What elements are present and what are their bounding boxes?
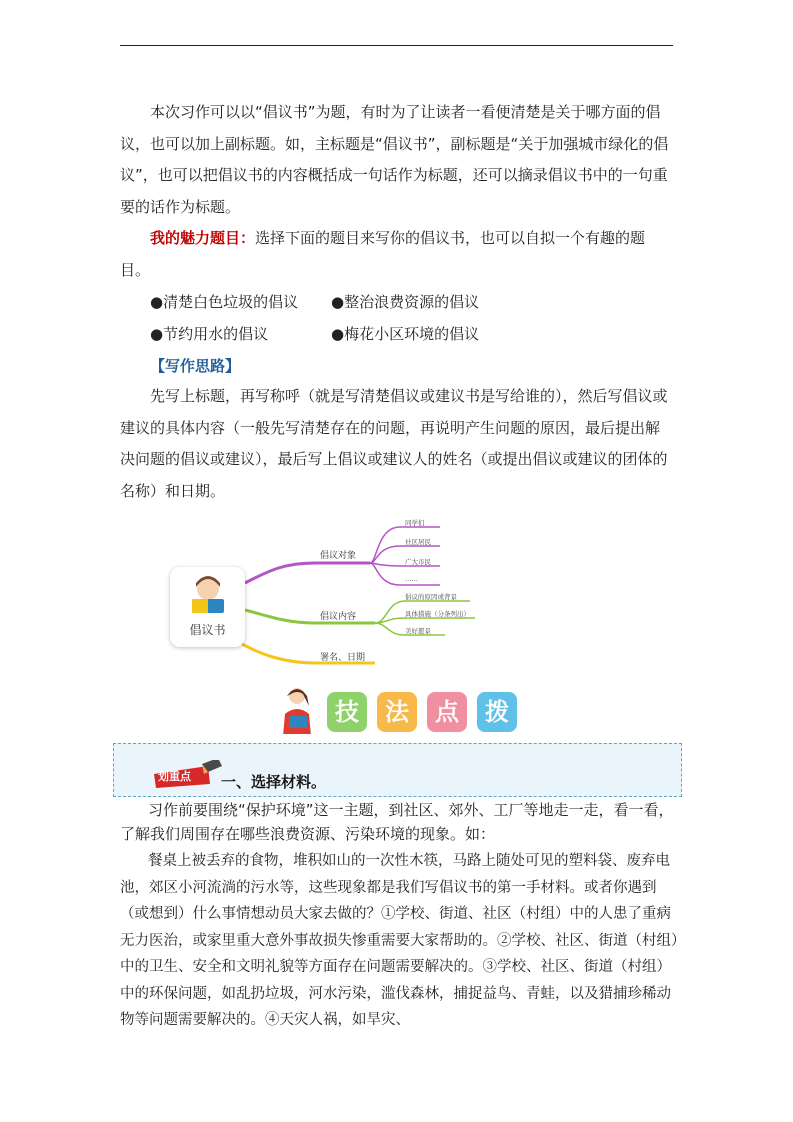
topics-text: 选择下面的题目来写你的倡议书，也可以自拟一个有趣的题目。 xyxy=(120,229,646,279)
topics-label: 我的魅力题目： xyxy=(150,229,256,247)
branch-label: 署名、日期 xyxy=(320,653,366,663)
mindmap-root-label: 倡议书 xyxy=(189,623,226,637)
highlight-badge xyxy=(152,760,224,790)
mindmap-root xyxy=(170,567,245,647)
teacher-icon xyxy=(275,684,315,734)
header-rule xyxy=(120,45,673,46)
leaf-label: 美好愿景 xyxy=(405,627,431,635)
student-reading-icon xyxy=(170,569,245,619)
section-paragraph: 餐桌上被丢弃的食物，堆积如山的一次性木筷，马路上随处可见的塑料袋、废弃电池，郊区小河流淌的污水等，这些现象都是我们写倡议书的第一手材料。或者你遇到（或想到）什么事情想动员大家去做的？①学校、街道、社区（村组）中的人患了重病无力医治，或家里重大意外事故损失惨重需要大家帮助的。②学校、社区、街道（村组）中的卫生、安全和文明礼貌等方面存在问题需要解决的。③学校、社区、街道（村组）中的环保问题，如乱扔垃圾，河水污染，滥伐森林，捕捉益鸟、青蛙，以及猎捕珍稀动物等问题需要解决的。④天灾人祸，如旱灾、 xyxy=(120,853,679,1028)
skill-tile: 点 xyxy=(427,692,467,732)
branch-line-audience xyxy=(245,563,370,583)
leaf-label: 社区居民 xyxy=(405,538,431,546)
leaf-label: 同学们 xyxy=(405,519,425,527)
topics-paragraph xyxy=(120,223,673,286)
skill-tile: 技 xyxy=(327,692,367,732)
writing-idea-heading: 【写作思路】 xyxy=(150,357,241,375)
branch-label: 倡议对象 xyxy=(320,551,357,561)
leaf-label: 具体措施（分条列出） xyxy=(405,610,470,618)
badge-label: 划重点 xyxy=(158,770,191,783)
topic-item: ●清楚白色垃圾的倡议 xyxy=(150,293,299,311)
section-paragraph: 习作前要围绕“保护环境”这一主题，到社区、郊外、工厂等地走一走，看一看，了解我们周围存在哪些浪费资源、污染环境的现象。如： xyxy=(120,801,674,843)
leaf-label: 倡议的原因或背景 xyxy=(405,593,457,601)
topic-item: ●节约用水的倡议 xyxy=(150,325,269,343)
section-title: 一、选择材料。 xyxy=(221,773,327,791)
branch-label: 倡议内容 xyxy=(320,612,357,622)
skill-tile: 法 xyxy=(377,692,417,732)
skill-tile: 拨 xyxy=(477,692,517,732)
mindmap xyxy=(165,515,495,670)
intro-paragraph: 本次习作可以以“倡议书”为题，有时为了让读者一看便清楚是关于哪方面的倡议，也可以加上副标题。如，主标题是“倡议书”，副标题是“关于加强城市绿化的倡议”，也可以把倡议书的内容概括成一句话作为标题，还可以摘录倡议书中的一句重要的话作为标题。 xyxy=(120,103,669,216)
leaf-line xyxy=(375,618,475,623)
topic-item: ●整治浪费资源的倡议 xyxy=(331,293,480,311)
leaf-label: …… xyxy=(405,575,418,583)
topic-item: ●梅花小区环境的倡议 xyxy=(331,325,480,343)
writing-idea-paragraph: 先写上标题，再写称呼（就是写清楚倡议或建议书是写给谁的），然后写倡议或建议的具体内容（一般先写清楚存在的问题，再说明产生问题的原因，最后提出解决问题的倡议或建议），最后写上倡议或建议人的姓名（或提出倡议或建议的团体的名称）和日期。 xyxy=(120,387,668,500)
leaf-label: 广大市民 xyxy=(405,558,431,566)
